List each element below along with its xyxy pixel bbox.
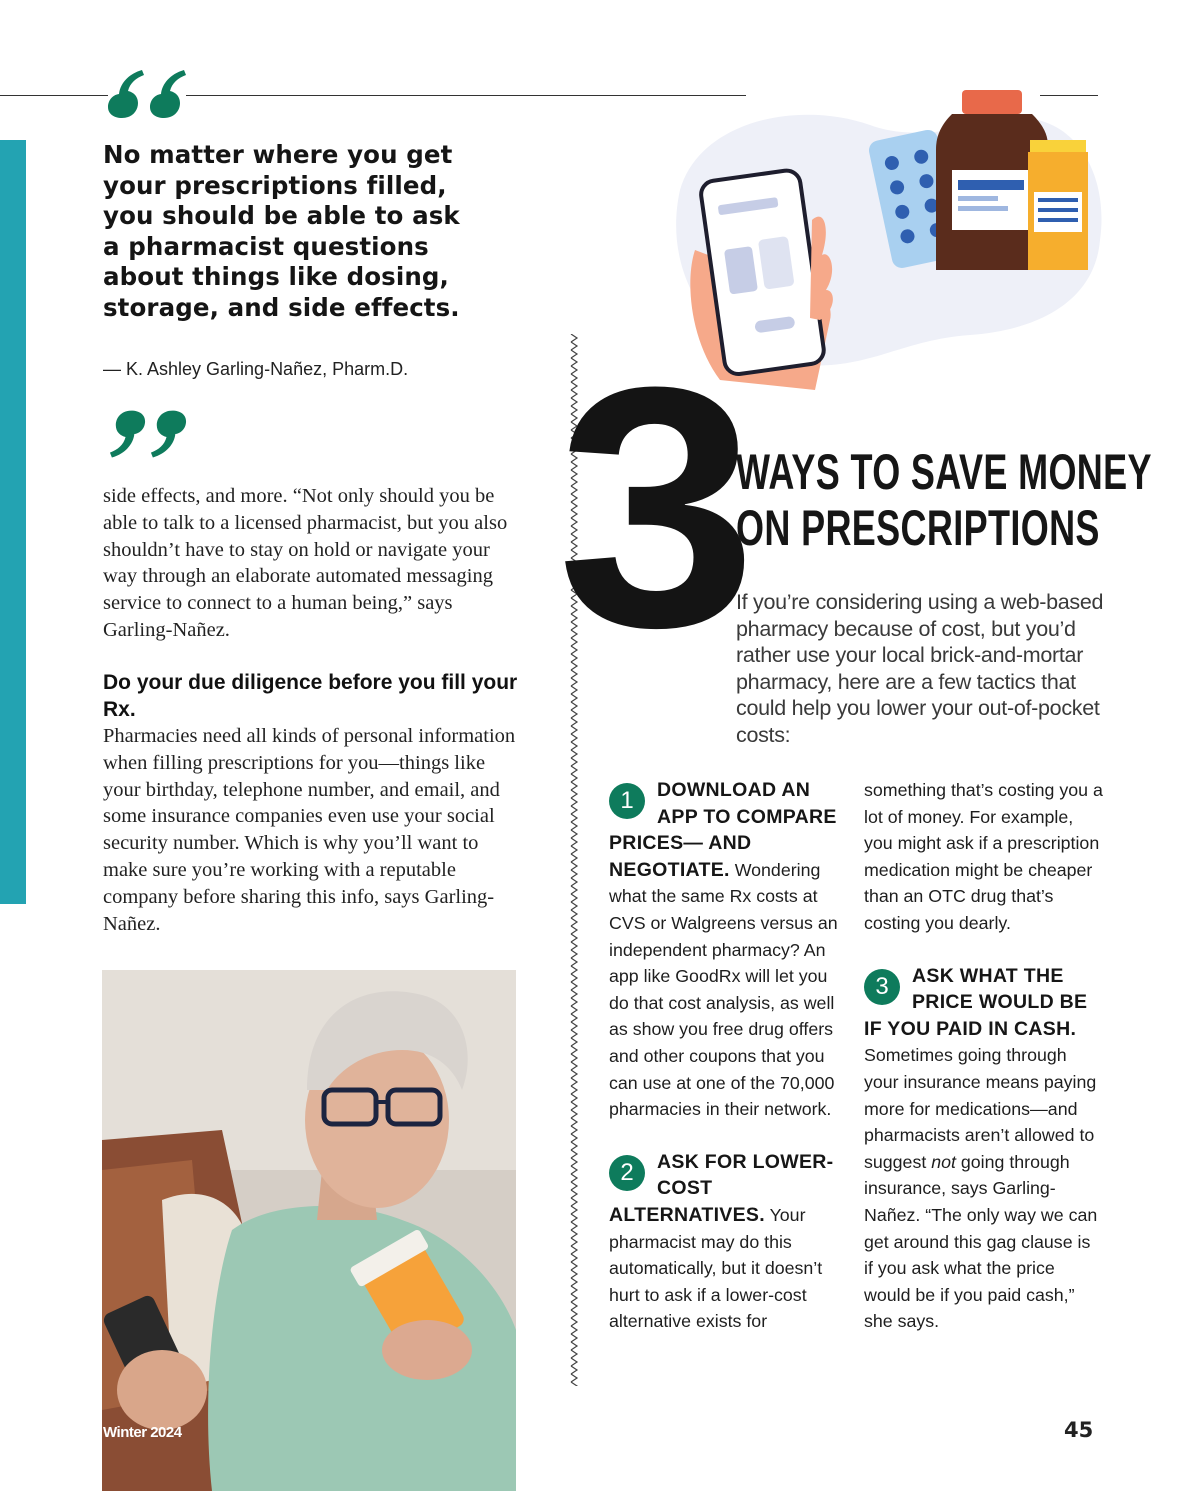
- tip-2-number-badge: 2: [609, 1155, 645, 1191]
- accent-bar: [0, 140, 26, 904]
- tip-3-heading: ASK WHAT THE PRICE WOULD BE IF YOU PAID IN CASH.: [864, 964, 1088, 1040]
- close-quote-icon: [108, 410, 188, 462]
- left-subhead: Do your due diligence before you fill your Rx.: [103, 671, 518, 721]
- pull-quote: No matter where you get your prescriptions filled, you should be able to ask a pharmacist questions about things like dosing, storage, and side effects.: [103, 140, 460, 322]
- quote-attribution: — K. Ashley Garling-Nañez, Pharm.D.: [103, 359, 409, 379]
- headline-line-2: ON PRESCRIPTIONS: [736, 500, 1100, 556]
- tip-2-continued: something that’s costing you a lot of money. For example, you might ask if a prescription medication might be cheaper than an OTC drug that’s costing you dearly.: [864, 780, 1103, 933]
- left-paragraph-2: Pharmacies need all kinds of personal information when filling prescriptions for you—things like your birthday, telephone number, and email, and some insurance companies even use your social security number. Which is why you’ll want to make sure you’re working with a reputable company before sharing this info, says Garling-Nañez.: [103, 725, 516, 935]
- headline-line-1: WAYS TO SAVE MONEY: [736, 444, 1152, 500]
- top-rule-left: [0, 95, 108, 96]
- tip-3-body-before: Sometimes going through your insurance means paying more for medications—and pharmacists aren’t allowed to suggest: [864, 1045, 1097, 1172]
- tips-column-right: [864, 777, 1104, 1361]
- left-paragraph-1: side effects, and more. “Not only should you be able to talk to a licensed pharmacist, but you also shouldn’t have to stay on hold or navigate your way through an elaborate automated messaging service to connect to a human being,” says Garling-Nañez.: [103, 485, 508, 641]
- big-number-three: [556, 316, 758, 699]
- issue-label: Winter 2024: [103, 1424, 182, 1441]
- woman-with-pill-bottle-photo: [102, 970, 516, 1491]
- feature-intro: If you’re considering using a web-based pharmacy because of cost, but you’d rather use your local brick-and-mortar pharmacy, here are a few tactics that could help you lower your out-of-pocket costs:: [736, 590, 1104, 747]
- tip-1-number-badge: 1: [609, 783, 645, 819]
- tip-1-body: Wondering what the same Rx costs at CVS or Walgreens versus an independent pharmacy? An app like GoodRx will let you do that cost analysis, as well as show you free drug offers and other coupons that you can use at one of the 70,000 pharmacies in their network.: [609, 859, 838, 1120]
- big-number-text: 3: [556, 316, 758, 699]
- tip-3-number-badge: 3: [864, 969, 900, 1005]
- feature-headline: [736, 444, 1152, 556]
- tip-3: [864, 963, 1104, 1335]
- tips-column-left: [609, 777, 845, 1361]
- page-number: 45: [1064, 1418, 1094, 1442]
- tip-2: [609, 1149, 845, 1335]
- tip-3-body-emphasis: not: [931, 1151, 956, 1172]
- tip-3-body-after: going through insurance, says Garling-Nañez. “The only way we can get around this gag clause is if you ask what the price would be if you paid cash,” she says.: [864, 1151, 1098, 1332]
- open-quote-icon: [106, 66, 188, 118]
- tip-2-body: Your pharmacist may do this automatically, but it doesn’t hurt to ask if a lower-cost alternative exists for: [609, 1204, 823, 1332]
- tip-1: [609, 777, 845, 1123]
- tip-2-heading: ASK FOR LOWER-COST ALTERNATIVES.: [609, 1150, 834, 1226]
- tip-1-heading: DOWNLOAD AN APP TO COMPARE PRICES— AND NEGOTIATE.: [609, 779, 837, 881]
